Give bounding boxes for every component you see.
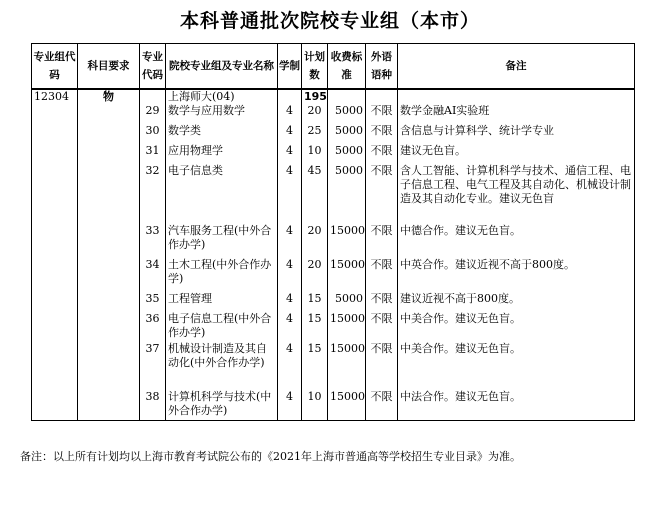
header-major-code: 专业代码	[140, 44, 166, 90]
header-subject-req: 科目要求	[78, 44, 140, 90]
major-remark: 中英合作。建议近视不高于800度。	[398, 258, 635, 292]
major-fee: 5000	[328, 292, 366, 312]
group-subject: 物	[78, 89, 140, 104]
major-fee: 15000	[328, 258, 366, 292]
major-system: 4	[278, 124, 302, 144]
major-name: 机械设计制造及其自动化(中外合作办学)	[166, 342, 278, 390]
table-header-row	[32, 44, 635, 90]
major-fee: 5000	[328, 124, 366, 144]
major-system: 4	[278, 144, 302, 164]
major-system: 4	[278, 258, 302, 292]
group-row	[32, 89, 635, 104]
major-remark: 建议无色盲。	[398, 144, 635, 164]
major-code: 32	[140, 164, 166, 224]
major-system: 4	[278, 342, 302, 390]
table-row	[32, 258, 635, 292]
major-plan: 25	[302, 124, 328, 144]
major-system: 4	[278, 292, 302, 312]
major-language: 不限	[366, 292, 398, 312]
major-plan: 20	[302, 104, 328, 124]
footnote: 备注：以上所有计划均以上海市教育考试院公布的《2021年上海市普通高等学校招生专业目录》为准。	[20, 450, 521, 463]
major-name: 电子信息工程(中外合作办学)	[166, 312, 278, 342]
header-remarks: 备注	[398, 44, 635, 90]
major-remark: 中美合作。建议无色盲。	[398, 312, 635, 342]
group-total-plan: 195	[302, 89, 328, 104]
major-code: 31	[140, 144, 166, 164]
major-fee: 15000	[328, 224, 366, 258]
major-name: 数学与应用数学	[166, 104, 278, 124]
major-plan: 20	[302, 258, 328, 292]
table-row	[32, 312, 635, 342]
header-system: 学制	[278, 44, 302, 90]
major-fee: 5000	[328, 104, 366, 124]
admissions-table	[31, 43, 635, 421]
major-plan: 15	[302, 342, 328, 390]
major-plan: 10	[302, 144, 328, 164]
major-remark: 含信息与计算科学、统计学专业	[398, 124, 635, 144]
major-plan: 10	[302, 390, 328, 420]
header-language: 外语语种	[366, 44, 398, 90]
major-remark: 中美合作。建议无色盲。	[398, 342, 635, 390]
major-name: 计算机科学与技术(中外合作办学)	[166, 390, 278, 420]
table-row	[32, 224, 635, 258]
header-fee: 收费标准	[328, 44, 366, 90]
major-system: 4	[278, 390, 302, 420]
major-remark: 含人工智能、计算机科学与技术、通信工程、电子信息工程、电气工程及其自动化、机械设计制造及其自动化专业。建议无色盲	[398, 164, 635, 224]
major-language: 不限	[366, 312, 398, 342]
major-code: 34	[140, 258, 166, 292]
major-system: 4	[278, 104, 302, 124]
major-code: 29	[140, 104, 166, 124]
major-remark: 中法合作。建议无色盲。	[398, 390, 635, 420]
major-language: 不限	[366, 224, 398, 258]
table-row	[32, 104, 635, 124]
major-fee: 5000	[328, 164, 366, 224]
major-language: 不限	[366, 104, 398, 124]
major-fee: 15000	[328, 312, 366, 342]
major-language: 不限	[366, 164, 398, 224]
table-row	[32, 164, 635, 224]
major-code: 37	[140, 342, 166, 390]
major-language: 不限	[366, 258, 398, 292]
table-row	[32, 144, 635, 164]
page-title: 本科普通批次院校专业组（本市）	[179, 10, 480, 32]
major-remark: 数学金融AI实验班	[398, 104, 635, 124]
major-plan: 45	[302, 164, 328, 224]
table-row	[32, 124, 635, 144]
major-fee: 15000	[328, 342, 366, 390]
major-plan: 15	[302, 312, 328, 342]
major-name: 土木工程(中外合作办学)	[166, 258, 278, 292]
major-plan: 15	[302, 292, 328, 312]
major-name: 电子信息类	[166, 164, 278, 224]
major-language: 不限	[366, 390, 398, 420]
table-row	[32, 342, 635, 390]
major-code: 33	[140, 224, 166, 258]
major-language: 不限	[366, 342, 398, 390]
major-language: 不限	[366, 144, 398, 164]
header-name: 院校专业组及专业名称	[166, 44, 278, 90]
major-code: 38	[140, 390, 166, 420]
group-code: 12304	[32, 89, 78, 104]
major-name: 工程管理	[166, 292, 278, 312]
major-code: 36	[140, 312, 166, 342]
table-row	[32, 292, 635, 312]
major-code: 35	[140, 292, 166, 312]
major-language: 不限	[366, 124, 398, 144]
major-remark: 建议近视不高于800度。	[398, 292, 635, 312]
major-system: 4	[278, 312, 302, 342]
table-row	[32, 390, 635, 420]
major-name: 数学类	[166, 124, 278, 144]
major-name: 应用物理学	[166, 144, 278, 164]
major-code: 30	[140, 124, 166, 144]
header-plan: 计划数	[302, 44, 328, 90]
header-group-code: 专业组代码	[32, 44, 78, 90]
major-remark: 中德合作。建议无色盲。	[398, 224, 635, 258]
group-school: 上海师大(04)	[166, 89, 278, 104]
major-name: 汽车服务工程(中外合作办学)	[166, 224, 278, 258]
major-system: 4	[278, 224, 302, 258]
major-fee: 5000	[328, 144, 366, 164]
major-system: 4	[278, 164, 302, 224]
major-fee: 15000	[328, 390, 366, 420]
major-plan: 20	[302, 224, 328, 258]
